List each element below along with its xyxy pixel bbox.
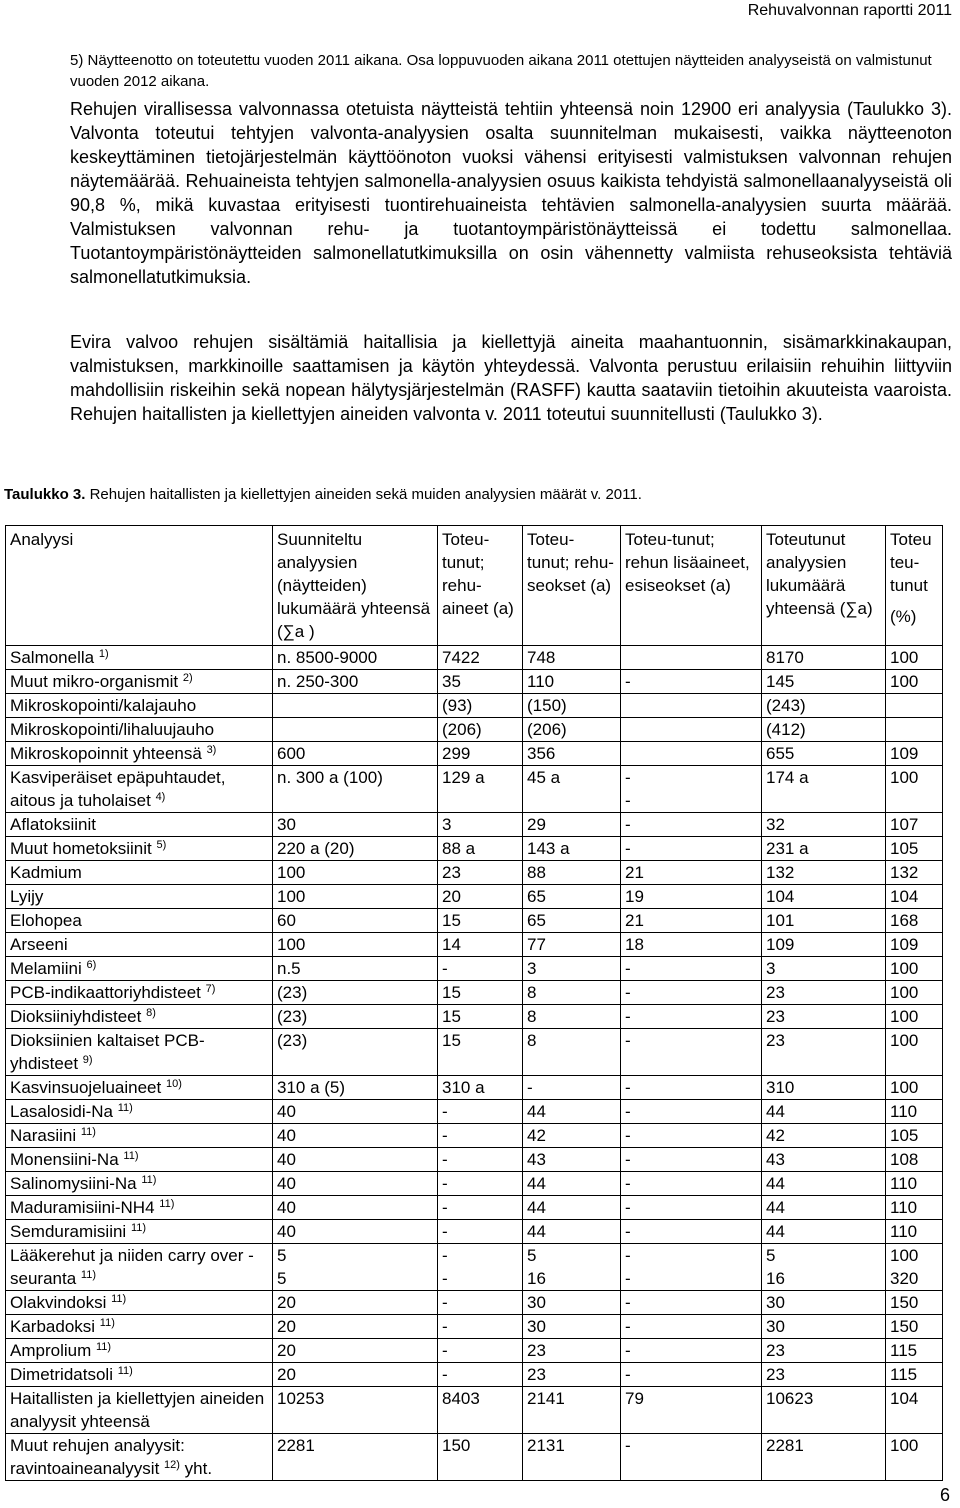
cell-value: 100 320 (886, 1244, 943, 1291)
header-compound-feeds: Toteu-tunut; rehu-seokset (a) (523, 526, 621, 646)
cell-value: 600 (273, 742, 438, 766)
cell-value: (206) (438, 718, 523, 742)
table-row (6, 1029, 943, 1076)
cell-analysis-name: Arseeni (6, 933, 273, 957)
cell-value (886, 718, 943, 742)
cell-value: - (438, 1220, 523, 1244)
cell-value: - (621, 813, 762, 837)
cell-value: 2131 (523, 1434, 621, 1481)
cell-value: - (523, 1076, 621, 1100)
cell-value: 20 (273, 1363, 438, 1387)
table-row (6, 1339, 943, 1363)
cell-value: 65 (523, 909, 621, 933)
cell-value: 40 (273, 1220, 438, 1244)
cell-value: 7422 (438, 646, 523, 670)
cell-value: 104 (886, 1387, 943, 1434)
table-row (6, 1148, 943, 1172)
cell-value: 43 (523, 1148, 621, 1172)
cell-value: 8 (523, 981, 621, 1005)
header-total: Toteutunut analyysien lukumäärä yhteensä (∑a) (762, 526, 886, 646)
cell-value: 100 (886, 957, 943, 981)
cell-value: (243) (762, 694, 886, 718)
cell-analysis-name: Haitallisten ja kiellettyjen aineiden analyysit yhteensä (6, 1387, 273, 1434)
cell-value: 105 (886, 837, 943, 861)
cell-value: 44 (523, 1220, 621, 1244)
cell-value: 110 (886, 1220, 943, 1244)
cell-value: - (621, 1029, 762, 1076)
cell-value: - (438, 1100, 523, 1124)
cell-value: 30 (523, 1315, 621, 1339)
table-row (6, 718, 943, 742)
cell-value: - (621, 1363, 762, 1387)
cell-value: 145 (762, 670, 886, 694)
cell-value: 108 (886, 1148, 943, 1172)
cell-value: 44 (762, 1100, 886, 1124)
cell-value: - (621, 1220, 762, 1244)
cell-value: - (621, 1148, 762, 1172)
cell-value: - (621, 1172, 762, 1196)
cell-value: 100 (886, 766, 943, 813)
cell-value: 21 (621, 861, 762, 885)
cell-value: - (621, 1005, 762, 1029)
table-row (6, 1363, 943, 1387)
cell-analysis-name: Elohopea (6, 909, 273, 933)
cell-analysis-name: Mikroskopointi/lihaluujauho (6, 718, 273, 742)
cell-value: - (621, 981, 762, 1005)
cell-analysis-name: Maduramisiini-NH4 $^{11)}$ (6, 1196, 273, 1220)
cell-value: 23 (762, 1029, 886, 1076)
header-analyysi: Analyysi (6, 526, 273, 646)
cell-value: 23 (762, 981, 886, 1005)
cell-value: - - (621, 766, 762, 813)
cell-value: 40 (273, 1172, 438, 1196)
cell-value: 40 (273, 1148, 438, 1172)
cell-value: 8403 (438, 1387, 523, 1434)
table-header-row (6, 526, 943, 646)
cell-value: n. 300 a (100) (273, 766, 438, 813)
cell-value: 100 (273, 885, 438, 909)
cell-value: 88 (523, 861, 621, 885)
cell-value: 23 (762, 1339, 886, 1363)
cell-value (621, 646, 762, 670)
cell-value: 115 (886, 1363, 943, 1387)
table-row (6, 694, 943, 718)
cell-value: 100 (886, 981, 943, 1005)
cell-value: 655 (762, 742, 886, 766)
cell-analysis-name: Aflatoksiinit (6, 813, 273, 837)
cell-value: 109 (762, 933, 886, 957)
cell-analysis-name: PCB-indikaattoriyhdisteet $^{7)}$ (6, 981, 273, 1005)
cell-value: 14 (438, 933, 523, 957)
cell-value: 8 (523, 1005, 621, 1029)
table-row (6, 1220, 943, 1244)
cell-value (273, 718, 438, 742)
cell-analysis-name: Kasvinsuojeluaineet $^{10)}$ (6, 1076, 273, 1100)
cell-value: 110 (886, 1172, 943, 1196)
table-row (6, 1387, 943, 1434)
cell-value: 40 (273, 1124, 438, 1148)
table-row (6, 1315, 943, 1339)
cell-value: 100 (886, 1005, 943, 1029)
cell-value: 100 (886, 670, 943, 694)
cell-value: 748 (523, 646, 621, 670)
cell-value: - - (438, 1244, 523, 1291)
cell-value: - (621, 957, 762, 981)
cell-value: n. 250-300 (273, 670, 438, 694)
cell-value: 30 (762, 1291, 886, 1315)
cell-value: 143 a (523, 837, 621, 861)
cell-value: - (621, 1100, 762, 1124)
cell-value: 5 16 (762, 1244, 886, 1291)
cell-value: 100 (886, 1434, 943, 1481)
cell-value: 15 (438, 909, 523, 933)
cell-value: 310 a (5) (273, 1076, 438, 1100)
cell-value: 150 (886, 1315, 943, 1339)
table-row (6, 1434, 943, 1481)
cell-value: 35 (438, 670, 523, 694)
cell-value: 100 (273, 861, 438, 885)
table-row (6, 742, 943, 766)
cell-value: 60 (273, 909, 438, 933)
cell-value: (23) (273, 981, 438, 1005)
cell-value: - (438, 1196, 523, 1220)
cell-value: - (438, 1291, 523, 1315)
cell-value: 18 (621, 933, 762, 957)
cell-value: - (621, 1315, 762, 1339)
cell-analysis-name: Kadmium (6, 861, 273, 885)
cell-value: 45 a (523, 766, 621, 813)
cell-value: 20 (273, 1291, 438, 1315)
cell-analysis-name: Narasiini $^{11)}$ (6, 1124, 273, 1148)
running-header: Rehuvalvonnan raportti 2011 (747, 2, 952, 19)
table-row (6, 1244, 943, 1291)
cell-value: 21 (621, 909, 762, 933)
cell-value: n. 8500-9000 (273, 646, 438, 670)
cell-value: 19 (621, 885, 762, 909)
cell-value: 23 (762, 1363, 886, 1387)
cell-value: 44 (762, 1172, 886, 1196)
cell-value: 15 (438, 1029, 523, 1076)
cell-value: 150 (438, 1434, 523, 1481)
cell-value: 110 (523, 670, 621, 694)
cell-value: 100 (886, 1076, 943, 1100)
cell-value: 110 (886, 1196, 943, 1220)
cell-value: 23 (523, 1363, 621, 1387)
cell-value: 109 (886, 933, 943, 957)
cell-analysis-name: Muut hometoksiinit $^{5)}$ (6, 837, 273, 861)
cell-value: 43 (762, 1148, 886, 1172)
cell-analysis-name: Mikroskopointi/kalajauho (6, 694, 273, 718)
cell-value (621, 742, 762, 766)
table-row (6, 957, 943, 981)
cell-value: 2281 (762, 1434, 886, 1481)
cell-value: - (438, 1315, 523, 1339)
table-row (6, 885, 943, 909)
cell-value: 100 (273, 933, 438, 957)
cell-value: - (438, 1363, 523, 1387)
cell-value: 109 (886, 742, 943, 766)
cell-analysis-name: Mikroskopoinnit yhteensä $^{3)}$ (6, 742, 273, 766)
cell-value: 29 (523, 813, 621, 837)
table-caption (4, 486, 642, 503)
cell-value: 15 (438, 981, 523, 1005)
cell-value: 150 (886, 1291, 943, 1315)
cell-value: 3 (523, 957, 621, 981)
cell-analysis-name: Olakvindoksi $^{11)}$ (6, 1291, 273, 1315)
cell-value: - (438, 957, 523, 981)
cell-value: 310 (762, 1076, 886, 1100)
cell-value: 356 (523, 742, 621, 766)
table-row (6, 1196, 943, 1220)
cell-value: 105 (886, 1124, 943, 1148)
table-row (6, 646, 943, 670)
cell-value: - (438, 1148, 523, 1172)
cell-value: n.5 (273, 957, 438, 981)
cell-value: - (438, 1172, 523, 1196)
cell-analysis-name: Dioksiiniyhdisteet $^{8)}$ (6, 1005, 273, 1029)
cell-analysis-name: Muut mikro-organismit $^{2)}$ (6, 670, 273, 694)
table-row (6, 861, 943, 885)
cell-value: - (621, 1124, 762, 1148)
cell-value: 174 a (762, 766, 886, 813)
cell-value: 132 (762, 861, 886, 885)
cell-analysis-name: Melamiini $^{6)}$ (6, 957, 273, 981)
cell-value: - (621, 1076, 762, 1100)
header-percent: Toteu teu-tunut (%) (886, 526, 943, 646)
cell-value: 20 (273, 1315, 438, 1339)
cell-analysis-name: Dimetridatsoli $^{11)}$ (6, 1363, 273, 1387)
paragraph-evira: Evira valvoo rehujen sisältämiä haitallisia ja kiellettyjä aineita maahantuonnin, sisämarkkinakaupan, valmistuksen, markkinoille saattamisen ja käytön yhteydessä. Valvonta perustuu erilaisiin rehuihin liittyviin mahdollisiin riskeihin sekä nopean hälytysjärjestelmän (RASFF) kautta saataviin tietoihin akuuteista vaaroista. Rehujen haitallisten ja kiellettyjen aineiden valvonta v. 2011 toteutui suunnitellusti (Taulukko 3). (70, 332, 952, 424)
cell-value: 115 (886, 1339, 943, 1363)
header-additives: Toteu-tunut; rehun lisäaineet, esiseokset (a) (621, 526, 762, 646)
cell-value: 77 (523, 933, 621, 957)
cell-value: 88 a (438, 837, 523, 861)
cell-value: 44 (762, 1220, 886, 1244)
cell-value: 32 (762, 813, 886, 837)
table-row (6, 1172, 943, 1196)
analyses-table (5, 525, 943, 1481)
cell-analysis-name: Karbadoksi $^{11)}$ (6, 1315, 273, 1339)
table-caption-label: Taulukko 3. (4, 486, 86, 503)
cell-value: 110 (886, 1100, 943, 1124)
cell-analysis-name: Muut rehujen analyysit: ravintoaineanalyysit $^{12)}$ yht. (6, 1434, 273, 1481)
cell-analysis-name: Lääkerehut ja niiden carry over -seuranta $^{11)}$ (6, 1244, 273, 1291)
page-number: 6 (939, 1485, 950, 1505)
cell-value: 23 (523, 1339, 621, 1363)
cell-analysis-name: Semduramisiini $^{11)}$ (6, 1220, 273, 1244)
cell-value (886, 694, 943, 718)
cell-value: 10623 (762, 1387, 886, 1434)
cell-value: 107 (886, 813, 943, 837)
cell-value: 30 (523, 1291, 621, 1315)
cell-value: 2141 (523, 1387, 621, 1434)
table-row (6, 933, 943, 957)
cell-value: 168 (886, 909, 943, 933)
table-row (6, 766, 943, 813)
cell-value: 129 a (438, 766, 523, 813)
cell-value: 23 (762, 1005, 886, 1029)
cell-value: (93) (438, 694, 523, 718)
cell-analysis-name: Kasviperäiset epäpuhtaudet, aitous ja tuholaiset $^{4)}$ (6, 766, 273, 813)
cell-value: (412) (762, 718, 886, 742)
cell-value (621, 694, 762, 718)
cell-value: 42 (523, 1124, 621, 1148)
cell-analysis-name: Monensiini-Na $^{11)}$ (6, 1148, 273, 1172)
cell-value: - (621, 1434, 762, 1481)
table-row (6, 670, 943, 694)
table-row (6, 1076, 943, 1100)
cell-value (621, 718, 762, 742)
cell-value: 3 (762, 957, 886, 981)
cell-value: 2281 (273, 1434, 438, 1481)
cell-value: 132 (886, 861, 943, 885)
cell-value: 40 (273, 1100, 438, 1124)
paragraph-analyses: Rehujen virallisessa valvonnassa otetuista näytteistä tehtiin yhteensä noin 12900 eri analyysia (Taulukko 3). Valvonta toteutui tehtyjen valvonta-analyysien osalta suunnitelman mukaisesti, vaikka näytteenoton keskeyttäminen tietojärjestelmän käyttöönoton vuoksi vähensi erityisesti valmistuksen valvonnan rehujen näytemäärää. Rehuaineista tehtyjen salmonella-analyysien osuus kaikista tehdyistä salmonellaanalyyseistä oli 90,8 %, mikä kuvastaa erityisesti tuontirehuaineista tehtävien salmonella-analyysien suurta määrää. Valmistuksen valvonnan rehu- ja tuotantoympäristönäytteissä ei todettu salmonellaa. Tuotantoympäristönäytteiden salmonellatutkimuksilla on osin vähennetty valmiista rehuseoksista tehtäviä salmonellatutkimuksia. (70, 99, 952, 287)
cell-value: (150) (523, 694, 621, 718)
cell-value: - (621, 837, 762, 861)
cell-value: 79 (621, 1387, 762, 1434)
cell-analysis-name: Dioksiinien kaltaiset PCB-yhdisteet $^{9)}$ (6, 1029, 273, 1076)
cell-value: 65 (523, 885, 621, 909)
cell-value: 30 (273, 813, 438, 837)
table-row (6, 1124, 943, 1148)
cell-value: 10253 (273, 1387, 438, 1434)
cell-value: (206) (523, 718, 621, 742)
cell-value: 44 (523, 1196, 621, 1220)
cell-value: 104 (886, 885, 943, 909)
cell-value: 20 (273, 1339, 438, 1363)
cell-value: 5 16 (523, 1244, 621, 1291)
cell-value: 8170 (762, 646, 886, 670)
cell-value: 104 (762, 885, 886, 909)
table-row (6, 1005, 943, 1029)
cell-value: - (621, 1291, 762, 1315)
cell-value: 220 a (20) (273, 837, 438, 861)
header-planned: Suunniteltu analyysien (näytteiden) lukumäärä yhteensä (∑a ) (273, 526, 438, 646)
cell-value: - (621, 670, 762, 694)
cell-value: 3 (438, 813, 523, 837)
cell-value: 20 (438, 885, 523, 909)
cell-analysis-name: Lasalosidi-Na $^{11)}$ (6, 1100, 273, 1124)
table-row (6, 909, 943, 933)
cell-value: - (438, 1339, 523, 1363)
cell-value: 8 (523, 1029, 621, 1076)
cell-value: 231 a (762, 837, 886, 861)
cell-value: 30 (762, 1315, 886, 1339)
cell-analysis-name: Amprolium $^{11)}$ (6, 1339, 273, 1363)
cell-analysis-name: Salinomysiini-Na $^{11)}$ (6, 1172, 273, 1196)
cell-value: 15 (438, 1005, 523, 1029)
table-row (6, 813, 943, 837)
cell-value: (23) (273, 1029, 438, 1076)
cell-analysis-name: Salmonella $^{1)}$ (6, 646, 273, 670)
cell-value: - - (621, 1244, 762, 1291)
cell-value: - (438, 1124, 523, 1148)
cell-value: 40 (273, 1196, 438, 1220)
cell-value: - (621, 1339, 762, 1363)
table-row (6, 981, 943, 1005)
cell-value: 44 (762, 1196, 886, 1220)
cell-value: 44 (523, 1100, 621, 1124)
table-row (6, 1291, 943, 1315)
cell-value (273, 694, 438, 718)
table-row (6, 837, 943, 861)
header-feed-materials: Toteu-tunut; rehu-aineet (a) (438, 526, 523, 646)
cell-value: 23 (438, 861, 523, 885)
cell-value: 299 (438, 742, 523, 766)
cell-value: 44 (523, 1172, 621, 1196)
cell-value: 100 (886, 646, 943, 670)
cell-value: (23) (273, 1005, 438, 1029)
cell-value: 101 (762, 909, 886, 933)
footnote-5: 5) Näytteenotto on toteutettu vuoden 2011 aikana. Osa loppuvuoden aikana 2011 otettujen näytteiden analyyseistä on valmistunut vuoden 2012 aikana. (70, 52, 932, 90)
cell-value: 5 5 (273, 1244, 438, 1291)
cell-value: - (621, 1196, 762, 1220)
cell-value: 310 a (438, 1076, 523, 1100)
table-caption-text: Rehujen haitallisten ja kiellettyjen aineiden sekä muiden analyysien määrät v. 2011. (85, 486, 642, 503)
cell-value: 100 (886, 1029, 943, 1076)
cell-analysis-name: Lyijy (6, 885, 273, 909)
cell-value: 42 (762, 1124, 886, 1148)
table-row (6, 1100, 943, 1124)
